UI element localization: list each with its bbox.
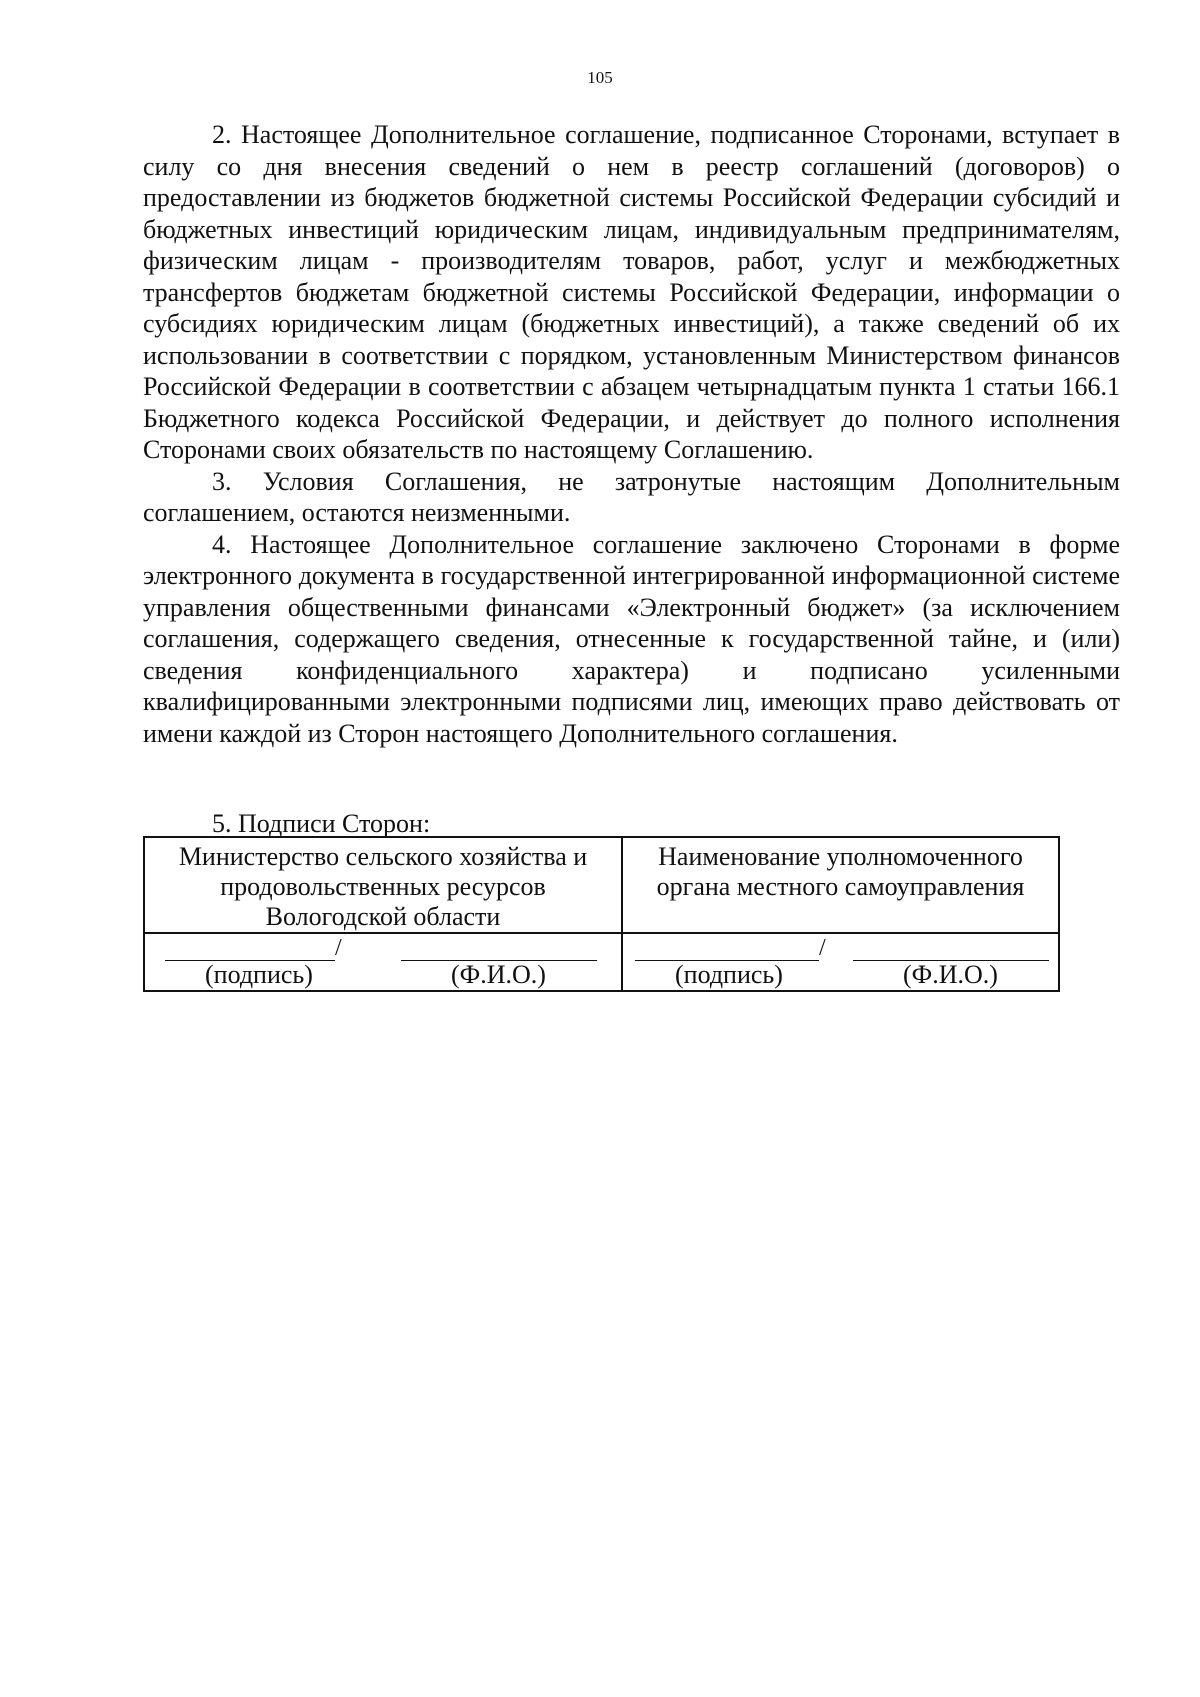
- right-name-label: (Ф.И.О.): [903, 960, 998, 989]
- signatures-party-row: [144, 837, 1059, 933]
- right-signature-slash: /: [819, 935, 826, 961]
- left-signature-cell: [144, 933, 622, 991]
- left-signature-slash: /: [335, 935, 342, 961]
- paragraph-2: 2. Настоящее Дополнительное соглашение, подписанное Сторонами, вступает в силу со дня внесения сведений о нем в реестр соглашений (договоров) о предоставлении из бюджетов бюджетной системы Российской Федерации субсидий и бюджетных инвестиций юридическим лицам, индивидуальным предпринимателям, физическим лицам - производителям товаров, работ, услуг и межбюджетных трансфертов бюджетам бюджетной системы Российской Федерации, информации о субсидиях юридическим лицам (бюджетных инвестиций), а также сведений об их использовании в соответствии с порядком, установленным Министерством финансов Российской Федерации в соответствии с абзацем четырнадцатым пункта 1 статьи 166.1 Бюджетного кодекса Российской Федерации, и действует до полного исполнения Сторонами своих обязательств по настоящему Соглашению.: [143, 120, 1120, 464]
- paragraph-3: 3. Условия Соглашения, не затронутые настоящим Дополнительным соглашением, остаются неизменными.: [143, 466, 1120, 527]
- signatures-table: [143, 836, 1060, 992]
- right-signature-label: (подпись): [675, 960, 783, 989]
- right-party-name: Наименование уполномоченного органа местного самоуправления: [622, 837, 1059, 933]
- page-number: 105: [587, 68, 613, 87]
- left-signature-label: (подпись): [205, 960, 313, 989]
- signatures-heading: 5. Подписи Сторон:: [212, 809, 431, 838]
- agreement-body: [143, 119, 1120, 749]
- left-party-name: Министерство сельского хозяйства и продовольственных ресурсов Вологодской области: [144, 837, 622, 933]
- paragraph-4: 4. Настоящее Дополнительное соглашение заключено Сторонами в форме электронного документа в государственной интегрированной информационной системе управления общественными финансами «Электронный бюджет» (за исключением соглашения, содержащего сведения, отнесенные к государственной тайне, и (или) сведения конфиденциального характера) и подписано усиленными квалифицированными электронными подписями лиц, имеющих право действовать от имени каждой из Сторон настоящего Дополнительного соглашения.: [143, 529, 1120, 748]
- signatures-sign-row: [144, 933, 1059, 991]
- left-name-label: (Ф.И.О.): [451, 960, 546, 989]
- right-signature-cell: [622, 933, 1059, 991]
